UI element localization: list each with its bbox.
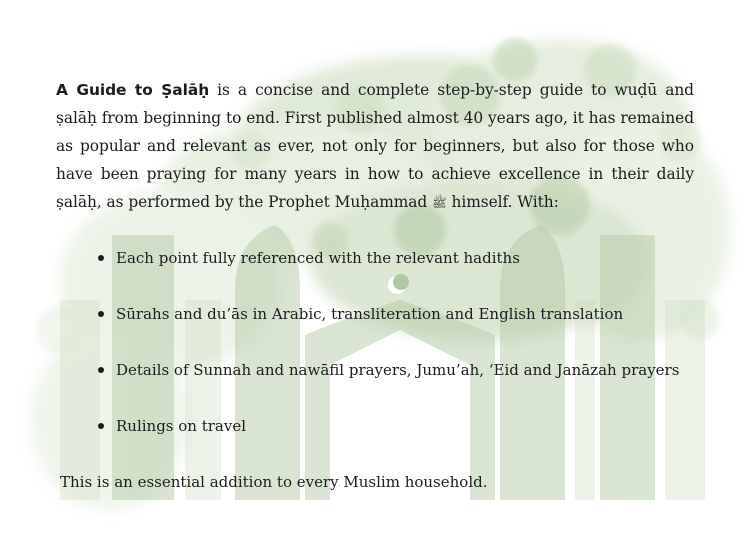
feature-text: Rulings on travel [116, 417, 247, 435]
book-title: A Guide to Ṣalāḥ [56, 81, 210, 99]
description-content [56, 76, 694, 491]
salawat-glyph: ﷺ [432, 196, 447, 210]
intro-paragraph [56, 76, 694, 217]
feature-text: Sūrahs and du’ās in Arabic, transliteration and English translation [116, 305, 624, 323]
bullet-icon [98, 423, 104, 429]
feature-text: Details of Sunnah and nawāfil prayers, Jumu’ah, ‘Eid and Janāzah prayers [116, 361, 680, 379]
bullet-icon [98, 255, 104, 261]
closing-statement: This is an essential addition to every Muslim household. [60, 473, 488, 491]
intro-text: is a concise and complete step-by-step guide to wuḍū and ṣalāḥ from beginning to end. First published almost 40 years ago, it has remained as popular and relevant as ever, not only for beginners, but also for those who have been praying for many years in how to achieve excellence in their daily ṣalāḥ, as performed by the Prophet Muḥammad [56, 81, 694, 211]
feature-item [98, 304, 679, 360]
feature-text: Each point fully referenced with the relevant hadiths [116, 249, 520, 267]
feature-list [98, 248, 679, 472]
feature-item [98, 416, 679, 472]
feature-item [98, 360, 679, 416]
bullet-icon [98, 367, 104, 373]
feature-item [98, 248, 679, 304]
bullet-icon [98, 311, 104, 317]
intro-text-end: himself. With: [446, 193, 559, 211]
